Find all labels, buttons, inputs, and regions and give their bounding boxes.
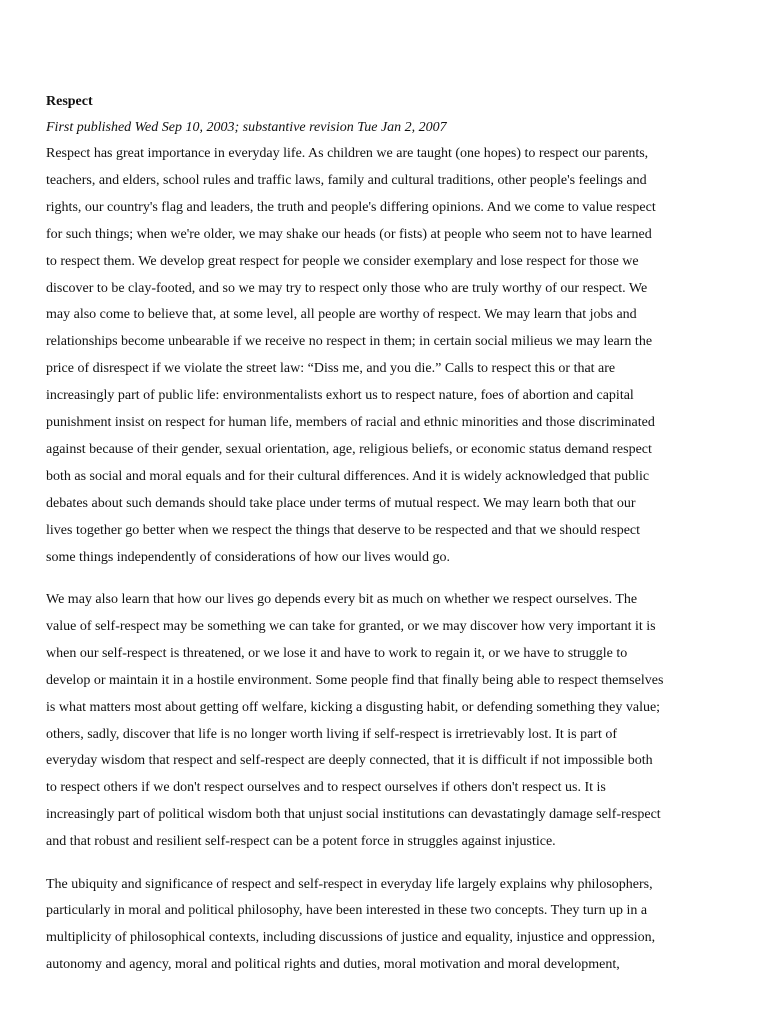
paragraph-line: is what matters most about getting off welfare, kicking a disgusting habit, or defending something they value; (46, 699, 661, 715)
paragraph-line: particularly in moral and political philosophy, have been interested in these two concepts. They turn up in a (46, 903, 648, 919)
paragraph (46, 141, 736, 572)
paragraph-line: price of disrespect if we violate the street law: “Diss me, and you die.” Calls to respect this or that are (46, 361, 616, 377)
article-body (46, 141, 736, 979)
paragraph-line: develop or maintain it in a hostile environment. Some people find that finally being able to respect themselves (46, 672, 664, 688)
paragraph-line: against because of their gender, sexual orientation, age, religious beliefs, or economic status demand respect (46, 441, 652, 457)
paragraph-line: Respect has great importance in everyday life. As children we are taught (one hopes) to respect our parents, (46, 146, 649, 161)
paragraph-line: discover to be clay-footed, and so we may try to respect only those who are truly worthy of our respect. We (46, 280, 648, 296)
paragraph-line: may also come to believe that, at some level, all people are worthy of respect. We may learn that jobs and (46, 307, 637, 323)
paragraph-line: debates about such demands should take place under terms of mutual respect. We may learn both that our (46, 495, 636, 511)
paragraph (46, 587, 736, 856)
paragraph-line: multiplicity of philosophical contexts, including discussions of justice and equality, injustice and oppression, (46, 930, 656, 946)
paragraph-line: everyday wisdom that respect and self-respect are deeply connected, that it is difficult if not impossible both (46, 753, 653, 769)
article-title: Respect (46, 94, 93, 109)
paragraph-line: punishment insist on respect for human life, members of racial and ethnic minorities and those discriminated (46, 415, 655, 431)
paragraph-line: autonomy and agency, moral and political rights and duties, moral motivation and moral development, (46, 957, 620, 973)
paragraph-line: to respect them. We develop great respect for people we consider exemplary and lose respect for those we (46, 253, 639, 269)
paragraph-line: increasingly part of political wisdom both that unjust social institutions can devastatingly damage self-respect (46, 807, 661, 823)
paragraph-line: when our self-respect is threatened, or we lose it and have to work to regain it, or we have to struggle to (46, 645, 628, 661)
article (46, 92, 736, 995)
paragraph-line: others, sadly, discover that life is no longer worth living if self-respect is irretrievably lost. It is part of (46, 726, 618, 742)
paragraph-line: We may also learn that how our lives go depends every bit as much on whether we respect ourselves. The (46, 592, 638, 607)
paragraph-line: increasingly part of public life: environmentalists exhort us to respect nature, foes of abortion and capital (46, 388, 634, 404)
paragraph-line: The ubiquity and significance of respect and self-respect in everyday life largely explains why philosophers, (46, 876, 653, 892)
paragraph-line: and that robust and resilient self-respect can be a potent force in struggles against injustice. (46, 834, 556, 850)
paragraph-line: some things independently of considerations of how our lives would go. (46, 549, 450, 565)
paragraph-line: for such things; when we're older, we may shake our heads (or fists) at people who seem not to have learned (46, 226, 652, 242)
paragraph (46, 872, 736, 980)
paragraph-line: both as social and moral equals and for their cultural differences. And it is widely acknowledged that public (46, 468, 650, 484)
paragraph-line: teachers, and elders, school rules and traffic laws, family and cultural traditions, other people's feelings and (46, 172, 647, 188)
paragraph-line: lives together go better when we respect the things that deserve to be respected and that we should respect (46, 522, 641, 538)
paragraph-line: rights, our country's flag and leaders, the truth and people's differing opinions. And we come to value respect (46, 199, 656, 215)
paragraph-line: relationships become unbearable if we receive no respect in them; in certain social milieus we may learn the (46, 334, 653, 350)
publication-info: First published Wed Sep 10, 2003; substantive revision Tue Jan 2, 2007 (46, 120, 447, 135)
paragraph-line: to respect others if we don't respect ourselves and to respect ourselves if others don't respect us. It is (46, 780, 606, 796)
paragraph-line: value of self-respect may be something we can take for granted, or we may discover how very important it is (46, 618, 656, 634)
